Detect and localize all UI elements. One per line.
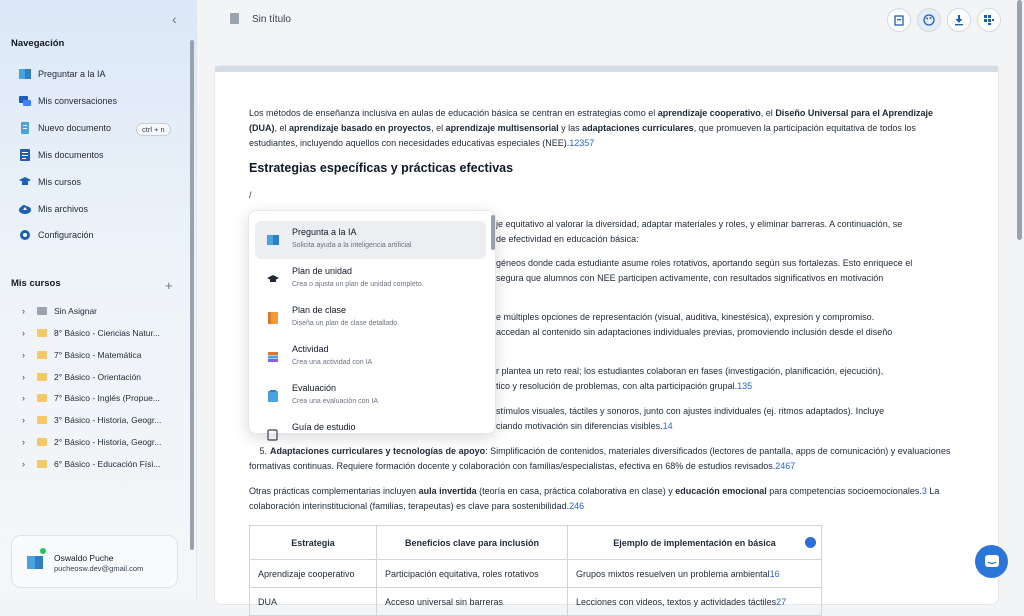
table-row	[250, 560, 822, 588]
course-label: Sin Asignar	[54, 306, 97, 316]
table-cell: Aprendizaje cooperativo	[250, 560, 377, 588]
folder-icon	[37, 394, 47, 402]
nav-section-title: Navegación	[11, 38, 65, 49]
menu-item-title: Plan de clase	[292, 305, 347, 315]
download-icon	[953, 14, 965, 26]
course-item[interactable]	[22, 437, 182, 447]
paragraph-line: e múltiples opciones de representación (visual, auditiva, kinestésica), expresión y compromiso.	[496, 312, 875, 322]
document-top-bar	[215, 66, 998, 72]
table-info-icon[interactable]	[805, 537, 816, 548]
menu-item-desc: Solicita ayuda a la inteligencia artificial	[292, 242, 412, 249]
sidebar-scrollbar[interactable]	[190, 40, 194, 550]
menu-item-title: Evaluación	[292, 383, 337, 393]
cloud-upload-icon	[18, 202, 32, 216]
nav-item-ask-ai[interactable]	[18, 67, 106, 81]
folder-icon	[37, 373, 47, 381]
paragraph-line: ciando motivación sin diferencias visibles.14	[496, 421, 673, 431]
menu-item-desc: Diseña un plan de clase detallado.	[292, 320, 400, 327]
paragraph-line: r plantea un reto real; los estudiantes colaboran en fases (investigación, planificación, ejecución),	[496, 366, 884, 376]
page-scrollbar[interactable]	[1017, 0, 1022, 240]
menu-item-ask-ai[interactable]	[255, 221, 486, 259]
strategies-table	[249, 525, 822, 616]
shortcut-badge: ctrl + n	[136, 123, 171, 136]
citation-link[interactable]: 3	[921, 486, 927, 496]
course-item[interactable]	[22, 415, 182, 425]
nav-item-my-courses[interactable]	[18, 175, 81, 189]
course-item[interactable]	[22, 328, 182, 338]
theme-button[interactable]	[917, 8, 941, 32]
paragraph-line: géneos donde cada estudiante asume roles rotativos, aportando según sus fortalezas. Esto enriquece el	[496, 258, 913, 268]
document-icon	[230, 13, 239, 24]
menu-item-unit-plan[interactable]	[255, 260, 486, 298]
table-cell: Acceso universal sin barreras	[377, 588, 568, 616]
chevron-right-icon[interactable]: ›	[22, 437, 25, 447]
course-item[interactable]	[22, 459, 182, 469]
nav-item-my-documents[interactable]	[18, 148, 104, 162]
citation-link[interactable]: 14	[662, 421, 673, 431]
gear-icon	[18, 228, 32, 242]
menu-scrollbar[interactable]	[491, 215, 495, 250]
other-practices-paragraph: Otras prácticas complementarias incluyen aula invertida (teoría en casa, práctica colaborativa en clase) y educación emocional para competencias socioemocionales.3 La colaboración interinstitucional (familias, terapeutas) es clave para sostenibilidad.246	[249, 486, 940, 511]
nav-item-settings[interactable]	[18, 228, 94, 242]
course-label: 2° Básico - Orientación	[54, 372, 142, 382]
nav-item-new-document[interactable]	[18, 121, 111, 135]
graduation-cap-icon	[18, 175, 32, 189]
chat-icon	[984, 554, 1000, 570]
avatar	[26, 553, 44, 571]
folder-icon	[37, 329, 47, 337]
course-label: 6° Básico - Educación Físi...	[54, 459, 161, 469]
chat-icon	[18, 94, 32, 108]
collapse-sidebar-button[interactable]: ‹	[172, 11, 177, 27]
chevron-right-icon[interactable]: ›	[22, 372, 25, 382]
table-cell: Grupos mixtos resuelven un problema ambiental16	[568, 560, 822, 588]
table-cell: Participación equitativa, roles rotativos	[377, 560, 568, 588]
folder-icon	[37, 460, 47, 468]
course-label: 8° Básico - Ciencias Natur...	[54, 328, 160, 338]
palette-icon	[923, 14, 935, 26]
new-document-icon	[18, 121, 32, 135]
document-content[interactable]	[249, 106, 959, 203]
nav-item-label: Preguntar a la IA	[38, 69, 106, 79]
citation-link[interactable]: 27	[776, 596, 787, 607]
sidebar	[0, 0, 197, 599]
nav-item-label: Configuración	[38, 230, 94, 240]
chevron-right-icon[interactable]: ›	[22, 393, 25, 403]
nav-item-label: Mis archivos	[38, 204, 89, 214]
menu-item-title: Pregunta a la IA	[292, 227, 357, 237]
download-button[interactable]	[947, 8, 971, 32]
nav-item-conversations[interactable]	[18, 94, 117, 108]
table-header: Estrategia	[250, 526, 377, 560]
table-cell: DUA	[250, 588, 377, 616]
chevron-right-icon[interactable]: ›	[22, 459, 25, 469]
notebook-icon	[267, 311, 279, 323]
export-icon	[893, 14, 905, 26]
folder-icon	[37, 438, 47, 446]
table-cell: Lecciones con videos, textos y actividades táctiles27	[568, 588, 822, 616]
chevron-right-icon[interactable]: ›	[22, 415, 25, 425]
citation-link[interactable]: 2467	[775, 461, 796, 471]
menu-item-desc: Crea una actividad con IA	[292, 359, 373, 366]
nav-item-label: Nuevo documento	[38, 123, 112, 133]
grid-icon	[983, 14, 995, 26]
books-icon	[267, 350, 279, 362]
courses-section-title: Mis cursos	[11, 278, 61, 289]
slash-command-menu	[248, 210, 496, 434]
menu-item-title: Plan de unidad	[292, 266, 353, 276]
menu-item-desc: Crea una evaluación con IA	[292, 398, 378, 405]
user-name: Oswaldo Puche	[54, 553, 114, 563]
course-label: 3° Básico - Historia, Geogr...	[54, 415, 162, 425]
list-item: 5. Adaptaciones curriculares y tecnologías de apoyo: Simplificación de contenidos, materiales diversificados (lectores de pantalla, apps de comunicación) y evaluaciones formativas continuas. Requiere formación docente y colaboración con familias/especialistas, efectiva en 68% de estudios revisados.2467	[249, 446, 951, 471]
export-button[interactable]	[887, 8, 911, 32]
slash-command-text[interactable]: /	[249, 190, 252, 200]
chevron-right-icon[interactable]: ›	[22, 306, 25, 316]
citation-link[interactable]: 246	[569, 501, 585, 511]
user-email: pucheosw.dev@gmail.com	[54, 564, 144, 573]
menu-item-desc: Crea o ajusta un plan de unidad completo.	[292, 281, 424, 288]
add-course-button[interactable]: +	[165, 278, 173, 293]
course-item[interactable]	[22, 306, 182, 316]
paragraph-line: stímulos visuales, táctiles y sonoros, junto con ajustes individuales (ej. ritmos adaptados). Incluye	[496, 406, 885, 416]
book-icon	[18, 67, 32, 81]
course-label: 7° Básico - Inglés (Propue...	[54, 393, 160, 403]
chevron-right-icon[interactable]: ›	[22, 328, 25, 338]
user-card[interactable]	[11, 535, 178, 588]
citation-link[interactable]: 16	[769, 568, 780, 579]
document-title[interactable]: Sin título	[252, 14, 291, 25]
online-status-dot	[40, 548, 46, 554]
course-item[interactable]	[22, 393, 182, 403]
menu-item-activity[interactable]	[255, 338, 486, 376]
paragraph-line: je equitativo al valorar la diversidad, adaptar materiales y roles, y eliminar barreras. A continuación, se	[496, 219, 903, 229]
nav-item-label: Mis conversaciones	[38, 96, 118, 106]
nav-item-my-files[interactable]	[18, 202, 88, 216]
study-guide-icon	[267, 428, 279, 440]
menu-item-lesson-plan[interactable]	[255, 299, 486, 337]
paragraph-line: tico y resolución de problemas, con alta participación grupal.135	[496, 381, 753, 391]
intro-paragraph: Los métodos de enseñanza inclusiva en aulas de educación básica se centran en estrategias como el aprendizaje cooperativo, el Diseño Universal para el Aprendizaje (DUA), el aprendizaje basado en proyectos, el aprendizaje multisensorial y las adaptaciones curriculares, que promueven la participación equitativa de todos los estudiantes, incluyendo aquellos con necesidades educativas especiales (NEE).12357	[249, 108, 934, 148]
menu-item-evaluation[interactable]	[255, 377, 486, 415]
nav-item-label: Mis documentos	[38, 150, 104, 160]
folder-icon	[37, 416, 47, 424]
apps-button[interactable]	[977, 8, 1001, 32]
citation-link[interactable]: 12357	[569, 138, 595, 148]
menu-item-title: Guía de estudio	[292, 422, 356, 432]
graduation-cap-icon	[267, 272, 279, 284]
folder-icon	[37, 307, 47, 315]
citation-link[interactable]: 135	[737, 381, 753, 391]
course-label: 7° Básico - Matemática	[54, 350, 142, 360]
folder-icon	[37, 351, 47, 359]
course-label: 2° Básico - Historia, Geogr...	[54, 437, 162, 447]
course-item[interactable]	[22, 350, 182, 360]
table-header: Beneficios clave para inclusión	[377, 526, 568, 560]
nav-item-label: Mis cursos	[38, 177, 82, 187]
section-heading: Estrategias específicas y prácticas efectivas	[249, 161, 514, 175]
chat-support-button[interactable]	[975, 545, 1008, 578]
paragraph-line: accedan al contenido sin adaptaciones individuales previas, promoviendo inclusión desde el diseño	[496, 327, 893, 337]
menu-item-study-guide[interactable]	[255, 416, 486, 454]
menu-item-title: Actividad	[292, 344, 329, 354]
clipboard-icon	[267, 389, 279, 401]
paragraph-line: de efectividad en educación básica:	[496, 234, 639, 244]
paragraph-line: segura que alumnos con NEE participen activamente, con resultados significativos en motivación	[496, 273, 884, 283]
table-header: Ejemplo de implementación en básica	[568, 526, 822, 560]
table-row	[250, 588, 822, 616]
chevron-right-icon[interactable]: ›	[22, 350, 25, 360]
book-icon	[267, 233, 279, 245]
course-item[interactable]	[22, 372, 182, 382]
top-bar	[198, 0, 1024, 40]
documents-icon	[18, 148, 32, 162]
